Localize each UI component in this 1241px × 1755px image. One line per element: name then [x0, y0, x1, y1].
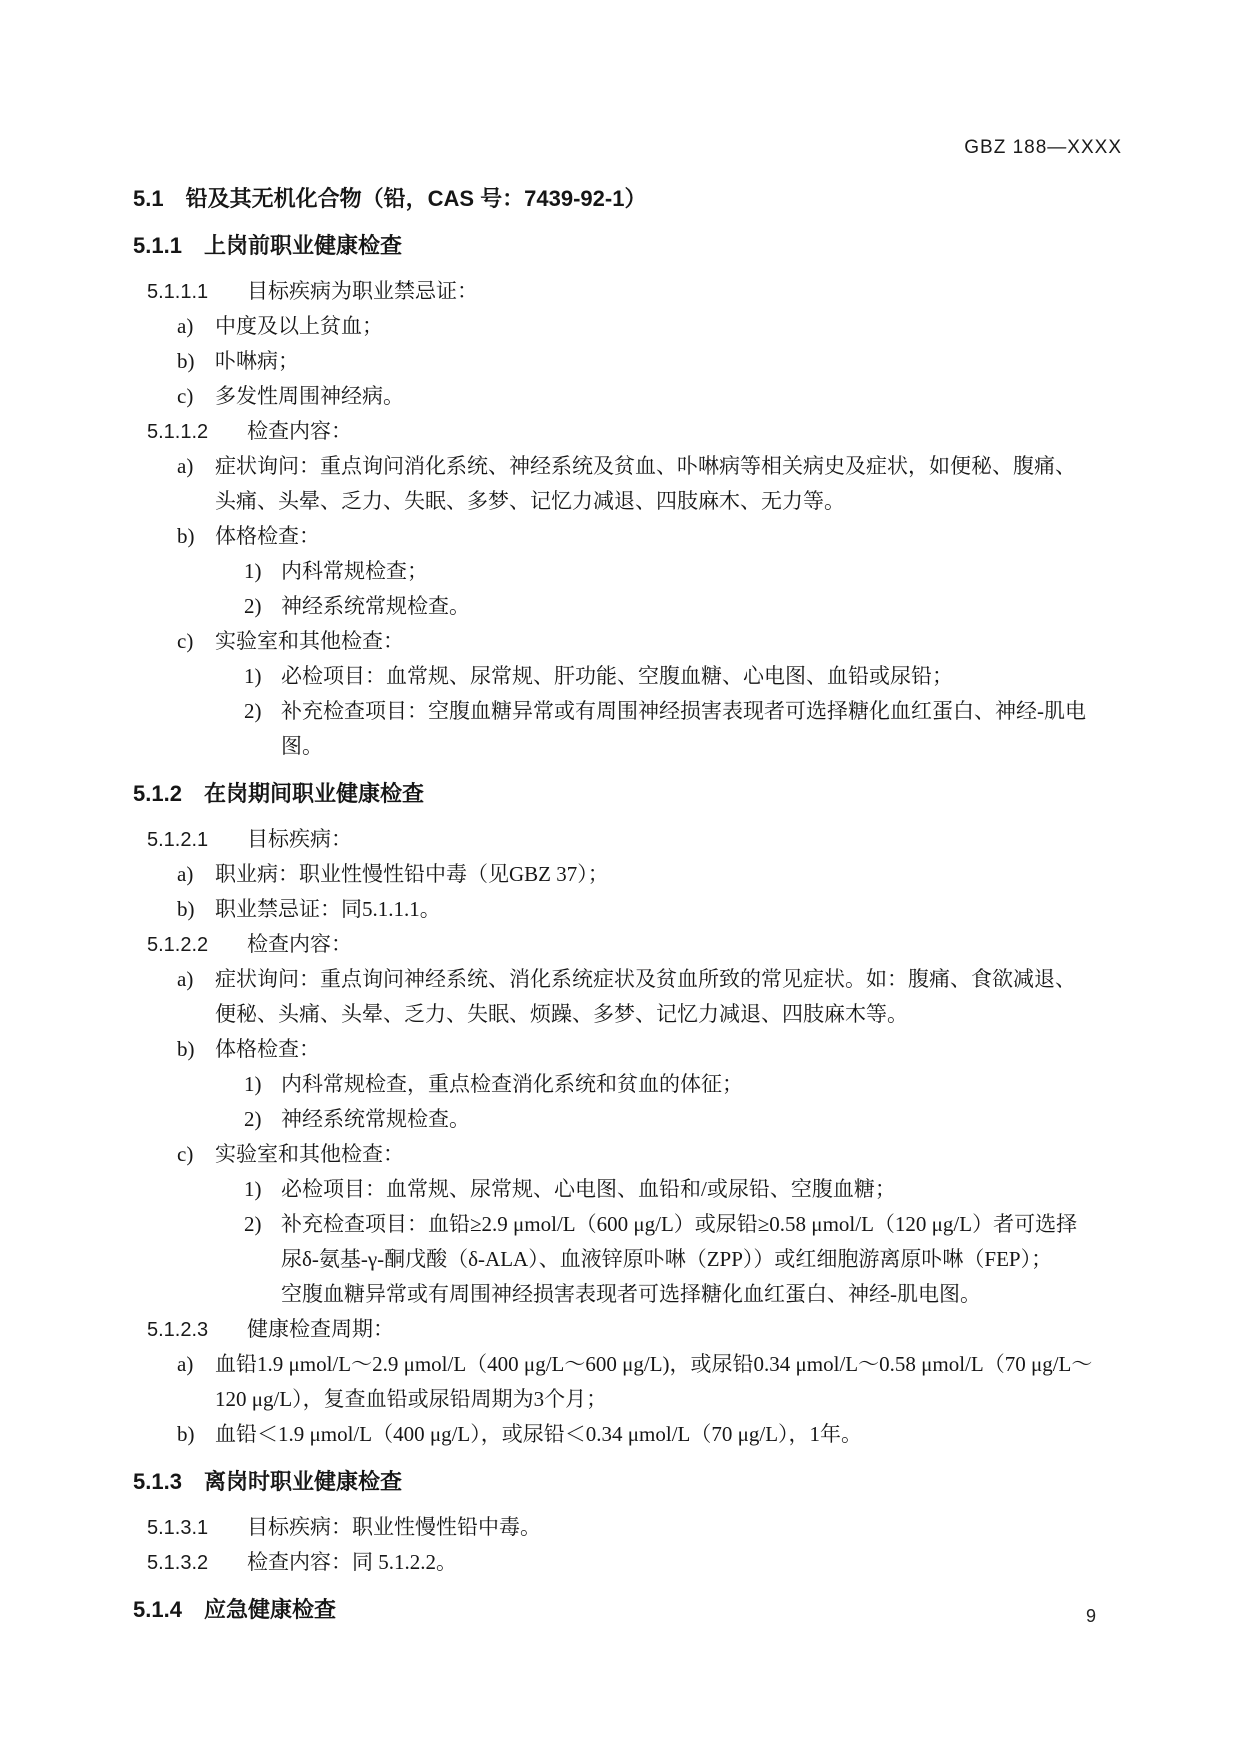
- heading-title: 铅及其无机化合物（铅，CAS 号：7439-92-1）: [185, 186, 647, 211]
- sublist-marker: 2): [244, 699, 262, 723]
- clause-text: 检查内容：: [247, 419, 352, 443]
- sublist-item: [133, 1207, 1133, 1242]
- list-marker: a): [177, 862, 194, 886]
- sublist-item: [133, 1172, 1133, 1207]
- list-marker: c): [177, 384, 194, 408]
- clause-5-1-1-1: [133, 274, 1133, 309]
- heading-5-1-3: [133, 1464, 1133, 1499]
- continuation-line: 便秘、头痛、头晕、乏力、失眠、烦躁、多梦、记忆力减退、四肢麻木等。: [215, 1002, 908, 1026]
- list-text: 实验室和其他检查：: [215, 629, 404, 653]
- sublist-text: 必检项目：血常规、尿常规、心电图、血铅和/或尿铅、空腹血糖；: [281, 1177, 896, 1201]
- list-item: [133, 892, 1133, 927]
- list-marker: b): [177, 1037, 195, 1061]
- sublist-item: [133, 659, 1133, 694]
- clause-5-1-3-1: [133, 1510, 1133, 1545]
- sublist-marker: 1): [244, 664, 262, 688]
- heading-5-1: [133, 181, 1133, 216]
- sublist-item: [133, 1102, 1133, 1137]
- sublist-item: [133, 1067, 1133, 1102]
- list-text: 症状询问：重点询问神经系统、消化系统症状及贫血所致的常见症状。如：腹痛、食欲减退、: [215, 967, 1076, 991]
- list-marker: b): [177, 897, 195, 921]
- list-item: [133, 449, 1133, 484]
- list-marker: a): [177, 1352, 194, 1376]
- sublist-marker: 2): [244, 1212, 262, 1236]
- list-item: [133, 344, 1133, 379]
- sublist-item: [133, 694, 1133, 729]
- list-item: [133, 1347, 1133, 1382]
- list-item: [133, 1032, 1133, 1067]
- list-item: [133, 624, 1133, 659]
- list-item: [133, 519, 1133, 554]
- continuation-line: 头痛、头晕、乏力、失眠、多梦、记忆力减退、四肢麻木、无力等。: [215, 489, 845, 513]
- list-marker: c): [177, 1142, 194, 1166]
- heading-5-1-2: [133, 776, 1133, 811]
- heading-number: 5.1.4: [133, 1597, 182, 1622]
- list-text: 血铅1.9 μmol/L～2.9 μmol/L（400 μg/L～600 μg/L)，或尿铅0.34 μmol/L～0.58 μmol/L（70 μg/L～: [215, 1352, 1093, 1376]
- list-marker: b): [177, 1422, 195, 1446]
- sublist-text: 补充检查项目：空腹血糖异常或有周围神经损害表现者可选择糖化血红蛋白、神经-肌电: [281, 699, 1086, 723]
- continuation-line: 图。: [281, 734, 323, 758]
- heading-5-1-4: [133, 1592, 1133, 1627]
- heading-title: 在岗期间职业健康检查: [203, 781, 424, 806]
- heading-title: 上岗前职业健康检查: [203, 233, 402, 258]
- sublist-text: 补充检查项目：血铅≥2.9 μmol/L（600 μg/L）或尿铅≥0.58 μmol/L（120 μg/L）者可选择: [281, 1212, 1078, 1236]
- clause-5-1-2-3: [133, 1312, 1133, 1347]
- clause-text: 目标疾病：职业性慢性铅中毒。: [247, 1515, 541, 1539]
- list-item: [133, 379, 1133, 414]
- list-text: 血铅＜1.9 μmol/L（400 μg/L），或尿铅＜0.34 μmol/L（70 μg/L），1年。: [215, 1422, 863, 1446]
- heading-number: 5.1.1: [133, 233, 182, 258]
- sublist-text: 神经系统常规检查。: [281, 1107, 470, 1131]
- clause-5-1-2-1: [133, 822, 1133, 857]
- sublist-marker: 1): [244, 1177, 262, 1201]
- heading-5-1-1: [133, 228, 1133, 263]
- clause-number: 5.1.2.3: [147, 1319, 209, 1341]
- continuation-line: 尿δ-氨基-γ-酮戊酸（δ-ALA）、血液锌原卟啉（ZPP））或红细胞游离原卟啉（FEP）；: [281, 1247, 1053, 1271]
- clause-number: 5.1.2.2: [147, 934, 209, 956]
- sublist-item: [133, 554, 1133, 589]
- page-number: 9: [1086, 1606, 1097, 1626]
- heading-number: 5.1.3: [133, 1469, 182, 1494]
- clause-number: 5.1.1.2: [147, 421, 209, 443]
- document-header: GBZ 188—XXXX: [964, 137, 1122, 158]
- list-marker: a): [177, 454, 194, 478]
- sublist-text: 神经系统常规检查。: [281, 594, 470, 618]
- sublist-text: 内科常规检查，重点检查消化系统和贫血的体征；: [281, 1072, 743, 1096]
- clause-number: 5.1.3.2: [147, 1552, 209, 1574]
- list-text: 体格检查：: [215, 1037, 320, 1061]
- list-item: [133, 1417, 1133, 1452]
- sublist-marker: 2): [244, 594, 262, 618]
- heading-title: 离岗时职业健康检查: [203, 1469, 402, 1494]
- sublist-marker: 1): [244, 559, 262, 583]
- list-text: 中度及以上贫血；: [215, 314, 383, 338]
- clause-number: 5.1.1.1: [147, 281, 209, 303]
- clause-5-1-3-2: [133, 1545, 1133, 1580]
- clause-text: 目标疾病：: [247, 827, 352, 851]
- list-item: [133, 1137, 1133, 1172]
- list-text: 多发性周围神经病。: [215, 384, 404, 408]
- list-marker: a): [177, 967, 194, 991]
- list-item: [133, 857, 1133, 892]
- continuation-line: 120 μg/L），复查血铅或尿铅周期为3个月；: [215, 1387, 608, 1411]
- clause-5-1-2-2: [133, 927, 1133, 962]
- clause-text: 检查内容：同 5.1.2.2。: [247, 1550, 457, 1574]
- list-text: 症状询问：重点询问消化系统、神经系统及贫血、卟啉病等相关病史及症状，如便秘、腹痛、: [215, 454, 1076, 478]
- list-text: 体格检查：: [215, 524, 320, 548]
- document-body: [133, 181, 1133, 1638]
- list-text: 职业病：职业性慢性铅中毒（见GBZ 37）；: [215, 862, 609, 886]
- list-text: 卟啉病；: [215, 349, 299, 373]
- list-marker: a): [177, 314, 194, 338]
- sublist-marker: 1): [244, 1072, 262, 1096]
- heading-number: 5.1: [133, 186, 164, 211]
- list-item: [133, 962, 1133, 997]
- clause-text: 检查内容：: [247, 932, 352, 956]
- continuation-line: 空腹血糖异常或有周围神经损害表现者可选择糖化血红蛋白、神经-肌电图。: [281, 1282, 981, 1306]
- list-text: 实验室和其他检查：: [215, 1142, 404, 1166]
- clause-text: 目标疾病为职业禁忌证：: [247, 279, 478, 303]
- list-marker: c): [177, 629, 194, 653]
- clause-5-1-1-2: [133, 414, 1133, 449]
- heading-number: 5.1.2: [133, 781, 182, 806]
- heading-title: 应急健康检查: [203, 1597, 336, 1622]
- sublist-marker: 2): [244, 1107, 262, 1131]
- clause-number: 5.1.2.1: [147, 829, 209, 851]
- list-marker: b): [177, 524, 195, 548]
- list-text: 职业禁忌证：同5.1.1.1。: [215, 897, 441, 921]
- sublist-text: 必检项目：血常规、尿常规、肝功能、空腹血糖、心电图、血铅或尿铅；: [281, 664, 953, 688]
- list-item: [133, 309, 1133, 344]
- list-marker: b): [177, 349, 195, 373]
- clause-number: 5.1.3.1: [147, 1517, 209, 1539]
- sublist-text: 内科常规检查；: [281, 559, 428, 583]
- sublist-item: [133, 589, 1133, 624]
- clause-text: 健康检查周期：: [247, 1317, 394, 1341]
